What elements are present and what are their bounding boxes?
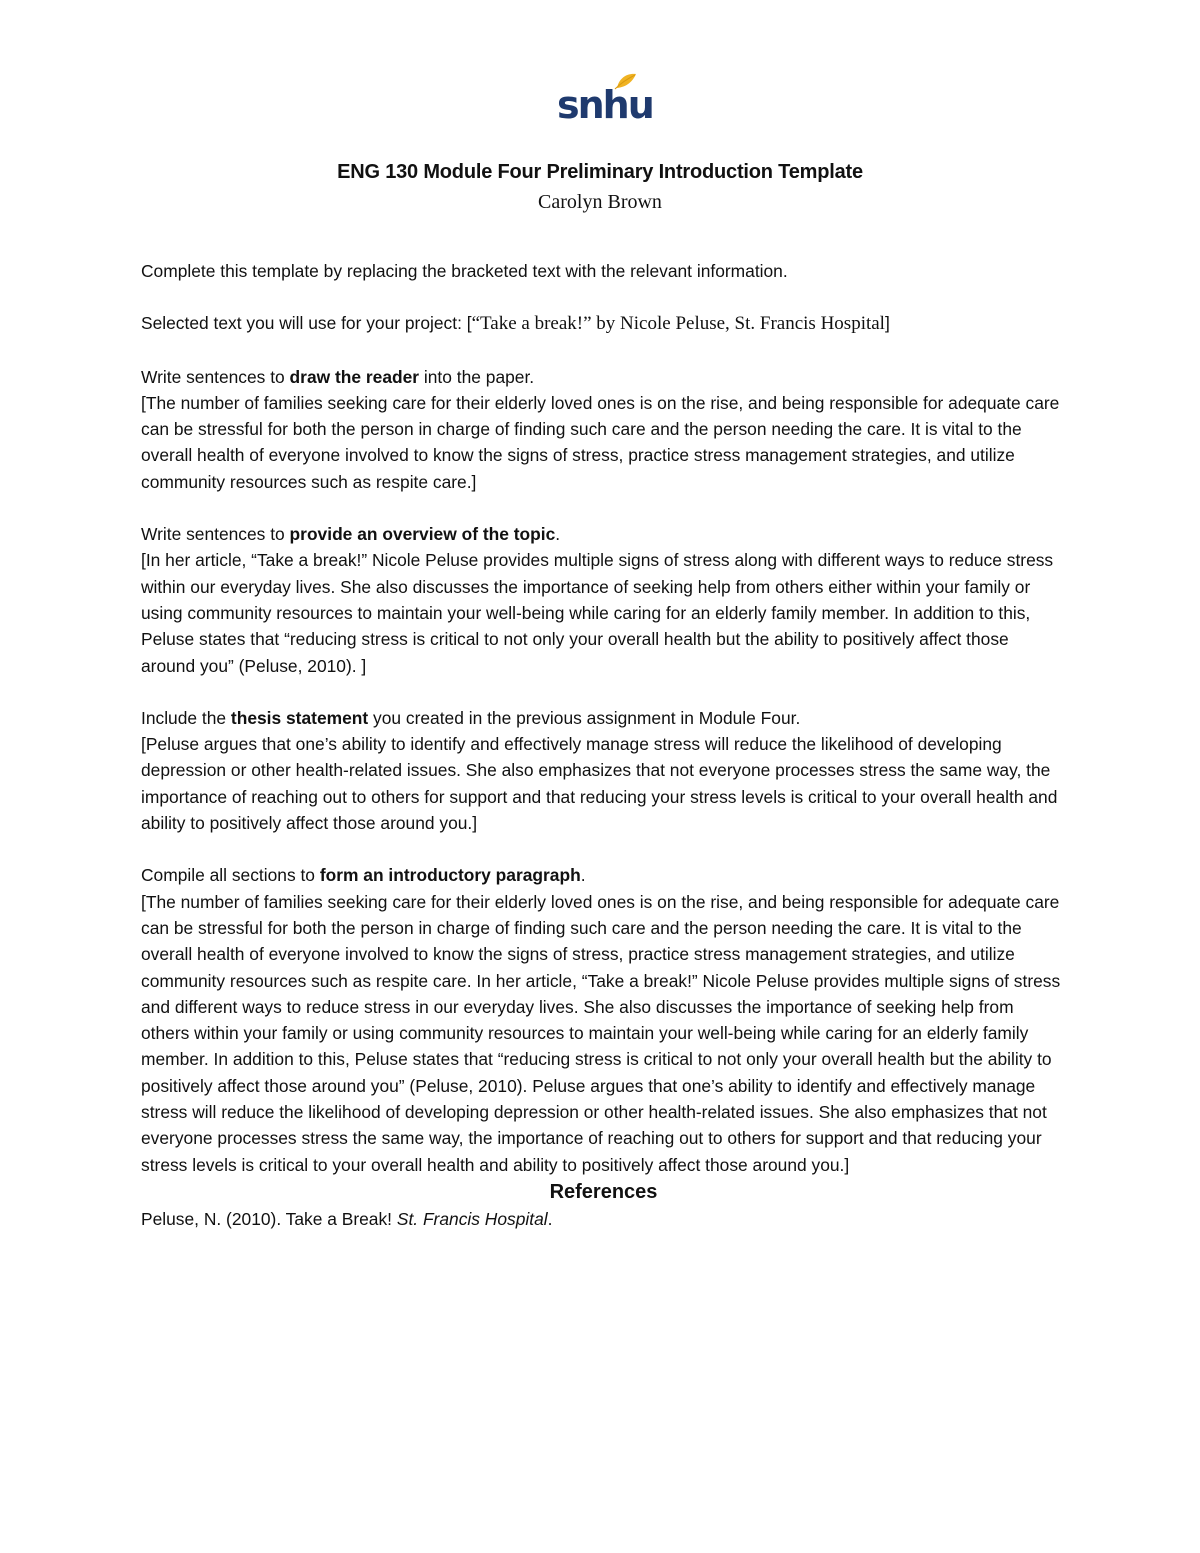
reference-prefix: Peluse, N. (2010). Take a Break! bbox=[141, 1208, 397, 1229]
prompt-emphasis: form an introductory paragraph bbox=[319, 865, 581, 886]
reference-entry bbox=[141, 1206, 1066, 1232]
draw-reader-response: [The number of families seeking care for their elderly loved ones is on the rise, and being responsible for adequate care can be stressful for both the person in charge of finding such care and the person needing the care. It is vital to the overall health of everyone involved to know the signs of stress, practice stress management strategies, and utilize community resources such as respite care.] bbox=[141, 392, 1060, 492]
draw-reader-prompt bbox=[141, 364, 1066, 390]
prompt-emphasis: draw the reader bbox=[289, 366, 420, 387]
prompt-suffix: . bbox=[555, 524, 561, 545]
prompt-suffix: into the paper. bbox=[419, 366, 535, 387]
selected-text-value: “Take a break!” by Nicole Peluse, St. Francis Hospital bbox=[471, 313, 885, 335]
reference-suffix: . bbox=[547, 1208, 553, 1229]
instructions: Complete this template by replacing the bracketed text with the relevant information. bbox=[141, 261, 788, 281]
document-body bbox=[141, 258, 1066, 1232]
prompt-prefix: Write sentences to bbox=[141, 366, 290, 387]
thesis-prompt bbox=[141, 705, 1066, 731]
author-name: Carolyn Brown bbox=[538, 191, 662, 213]
reference-source: St. Francis Hospital bbox=[396, 1208, 548, 1229]
prompt-emphasis: thesis statement bbox=[230, 707, 369, 728]
compile-response: [The number of families seeking care for their elderly loved ones is on the rise, and being responsible for adequate care can be stressful for both the person in charge of finding such care and the person needing the care. It is vital to the overall health of everyone involved to know the signs of stress, practice stress management strategies, and utilize community resources such as respite care. In her article, “Take a break!” Nicole Peluse provides multiple signs of stress and different ways to reduce stress in our everyday lives. She also discusses the importance of seeking help from others within your family or using community resources to maintain your well-being while caring for an elderly family member. In addition to this, Peluse states that “reducing stress is critical to not only your overall health but the ability to positively affect those around you” (Peluse, 2010). Peluse argues that one’s ability to identify and effectively manage stress will reduce the likelihood of developing depression or other health-related issues. She also emphasizes that not everyone processes stress the same way, the importance of reaching out to others for support and that reducing your stress levels is critical to your overall health and ability to positively affect those around you.] bbox=[141, 891, 1061, 1175]
page-title: ENG 130 Module Four Preliminary Introduction Template bbox=[337, 161, 863, 183]
overview-prompt bbox=[141, 521, 1066, 547]
compile-prompt bbox=[141, 862, 1066, 888]
prompt-suffix: you created in the previous assignment in Module Four. bbox=[368, 707, 801, 728]
prompt-prefix: Include the bbox=[141, 707, 231, 728]
thesis-response: [Peluse argues that one’s ability to identify and effectively manage stress will reduce the likelihood of developing depression or other health-related issues. She also emphasizes that not everyone processes stress the same way, the importance of reaching out to others for support and that reducing your stress levels is critical to your overall health and ability to positively affect those around you.] bbox=[141, 734, 1058, 834]
prompt-prefix: Compile all sections to bbox=[141, 865, 320, 886]
logo bbox=[0, 72, 1200, 134]
prompt-emphasis: provide an overview of the topic bbox=[289, 524, 556, 545]
prompt-suffix: . bbox=[580, 865, 586, 886]
prompt-prefix: Write sentences to bbox=[141, 524, 290, 545]
references-heading: References bbox=[549, 1180, 658, 1203]
logo-text: snhu bbox=[557, 83, 653, 127]
selected-text-label: Selected text you will use for your project: [ bbox=[141, 313, 472, 334]
overview-response: [In her article, “Take a break!” Nicole Peluse provides multiple signs of stress along with different ways to reduce stress within our everyday lives. She also discusses the importance of seeking help from others either within your family or using community resources to maintain your well-being while caring for an elderly family member. In addition to this, Peluse states that “reducing stress is critical to not only your overall health but the ability to positively affect those around you” (Peluse, 2010). ] bbox=[141, 550, 1054, 676]
selected-text-close: ] bbox=[884, 313, 890, 334]
selected-text-line bbox=[141, 310, 1066, 337]
